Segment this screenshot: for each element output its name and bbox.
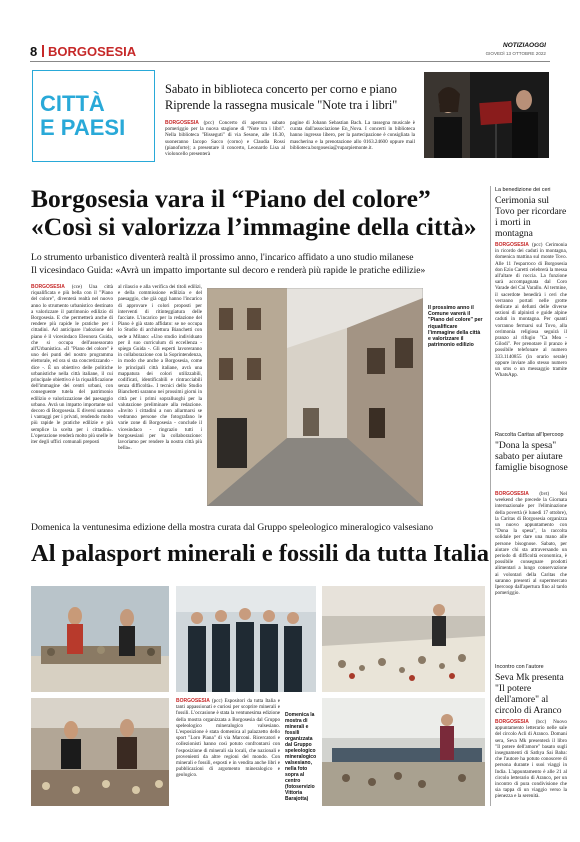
minerals-body: [176, 698, 280, 808]
side3-lead: BORGOSESIA: [495, 719, 529, 725]
section-box-line2: E PAESI: [40, 115, 126, 140]
concert-subtitle: Riprende la rassegna musicale "Note tra i libri": [165, 98, 398, 112]
header-rule: [30, 61, 550, 62]
minerals-photo-3: [322, 586, 485, 692]
side1-kicker: La benedizione dei ceri: [495, 187, 551, 193]
main-col2: [118, 284, 202, 509]
side3-kicker: Incontro con l'autore: [495, 664, 544, 670]
main-headline-2: «Così si valorizza l’immagine della città»: [31, 212, 477, 241]
side2-body: [495, 491, 567, 653]
main-text-1: (cce) Una città riqualificata e più bella con il "Piano del colore", diventerà realtà nel nuovo anno lo strumento urbanistico destinato a valorizzare il patrimonio edilizio di Borgosesia. E che permetterà anche di rendere più rapide le pratiche per i cittadini. Ad anticipare l'adozione del piano è il vicesindaco Eleonora Guida, che si occupa dell'assessorato all'Urbanistica. «Il "Piano del colore" è uno dei punti del nostro programma elettorale, ed ora si sta concretizzando - dice -. È un obiettivo delle politiche urbanistiche nella città italiane, il cui principale obiettivo è la riqualificazione dell'immagine dei centri urbani, con conseguente tutela del patrimonio edilizio e valorizzazione del paesaggio urbano. Avrà un impatto importante sul decoro di Borgosesia. E diversi saranno i vantaggi per i privati, rendendo molto più rapide le pratiche edilizie e più semplice la scelta per i cittadini». L'operazione renderà molto più snelle le iter degli uffici comunali preposti: [31, 284, 113, 446]
header-divider: [42, 45, 44, 57]
newspaper-logo: NOTIZIAOGGI: [503, 42, 546, 49]
side1-body: [495, 242, 567, 425]
side3-title: Seva Mk presenta "Il potere dell'amore" al circolo di Aranco: [495, 672, 564, 716]
issue-date: GIOVEDÌ 13 OTTOBRE 2022: [485, 51, 546, 56]
side3-body: [495, 719, 567, 811]
minerals-lead: BORGOSESIA: [176, 698, 210, 704]
main-subtitle-2: Il vicesindaco Guida: «Avrà un impatto importante sul decoro e renderà più rapide le pratiche edilizie»: [31, 265, 426, 276]
minerals-kicker: Domenica la ventunesima edizione della mostra curata dal Gruppo speleologico mineralogico valsesiano: [31, 522, 434, 533]
minerals-headline: Al palasport minerali e fossili da tutta Italia: [31, 540, 490, 567]
side3-text: (bcc) Nuovo appuntamento letterario nelle sale del circolo Acli di Aranco. Domani sera, Seva Mk presenterà il libro "Il potere dell'amore" basato sugli insegnamenti di Sathya Sai Baba: che l'autore ha potuto conoscere di persona durante i suoi viaggi in India. L'appuntamento è alle 21 al circolo letterario di Aranco, per un incontro di pura condivisione che sia tappa di un viaggio verso la pienezza e la serenità.: [495, 719, 567, 800]
main-col1: [31, 284, 113, 509]
concert-photo: [424, 72, 549, 158]
section-box-line1: CITTÀ: [40, 91, 105, 116]
concert-col2: [290, 120, 415, 151]
section-name: BORGOSESIA: [48, 44, 137, 59]
main-headline-1: Borgosesia vara il “Piano del colore”: [31, 184, 431, 213]
page-header: [30, 42, 550, 62]
minerals-photo-5: [322, 698, 485, 806]
side2-kicker: Raccolta Caritas all'Ipercoop: [495, 432, 564, 438]
concert-text-2: pagine di Johann Sebastian Bach. La rassegna musicale è curata dall'associazione En_Nova. I concerti in biblioteca hanno ingresso libero, per la partecipazione è consigliata la mascherina e la prenotazione allo 0163.24600 oppure mail biblioteca.borgosesia@ruparpiemonte.it.: [290, 120, 415, 151]
side2-text: (bvt) Nel weekend che precede la Giornata internazionale per l'eliminazione della povertà (è lunedì 17 ottobre), la Caritas di Borgosesia organizza un nuovo appuntamento con "Dona la spesa", la raccolta solidale per dare una mano alle persone bisognose. Sabato, per aiutare chi sta attraversando un periodo di difficoltà economica, è possibile consegnare prodotti alimentari a lungo conservazione ai volontari della Caritas che saranno presenti al supermercato Ipercoop dall'apertura fino al tardo pomeriggio.: [495, 491, 567, 597]
side2-lead: BORGOSESIA: [495, 491, 529, 497]
page-number: 8: [30, 44, 38, 59]
main-subtitle-1: Lo strumento urbanistico diventerà realtà il prossimo anno, l'incarico affidato a uno studio milanese: [31, 252, 414, 263]
main-photo-caption: Il prossimo anno il Comune varerà il "Piano del colore" per riqualificare l'immagine della città e valorizzare il patrimonio edilizio: [428, 305, 483, 349]
concert-lead: BORGOSESIA: [165, 120, 199, 126]
side-divider: [490, 186, 491, 806]
main-text-2: al rilascio e alla verifica dei titoli edilizi, e della commissione edilizia e del paesaggio, che già oggi hanno l'incarico di approvare i colori proposti per interventi di ritinteggiatura delle facciate. L'incarico per la redazione del Piano è già stato affidato: se ne occupa lo Studio di architettura Bianchetti con sede a Milano: «Uno studio individuato per il suo curriculum di eccellenza - spiega Guida -. Gli esperti lavoreranno in collaborazione con la Soprintendenza, in modo che anche a Borgosesia, come le principali città italiane, avrà una mappatura dei colori utilizzabili, codificati, identificabili e rintracciabili senza difficoltà». I tecnici dello Studio Bianchetti saranno nei prossimi giorni in città per i primi sopralluoghi per la valutazione preliminare alla redazione. «Invito i cittadini a non allarmarsi se vedranno persone che fotografano le varie zone di Borgosesia - conclude il vicesindaco - ringrazio tutti i borgosesiani per la collaborazione: lavoriamo per rendere la nostra città più bella».: [118, 284, 202, 452]
main-lead: BORGOSESIA: [31, 284, 65, 290]
side1-title: Cerimonia sul Tovo per ricordare i morti in montagna: [495, 195, 567, 239]
concert-text-1: (pcc) Concerto di apertura sabato pomeriggio per la nuova stagione di "Note tra i libri". Nella biblioteca "Bisseguti" di via Sesone, alle 16.30, suoneranno Iacopo Sacco (corno) e Claudia Rossi (pianoforte); a presentare il concerto, Leonardo Lisa al violoncello presenterà: [165, 120, 286, 158]
main-photo-street: [207, 288, 423, 506]
minerals-caption: Domenica la mostra di minerali e fossili organizzata dal Gruppo speleologico mineralogico valsesiano, nella foto sopra al centro (fotoservizio Vittoria Barajotta): [285, 712, 317, 802]
side1-lead: BORGOSESIA: [495, 242, 529, 248]
side2-title: "Dona la spesa" sabato per aiutare famiglie bisognose: [495, 440, 568, 473]
concert-col1: [165, 120, 285, 157]
minerals-photo-1: [31, 586, 169, 692]
concert-title: Sabato in biblioteca concerto per corno e piano: [165, 82, 397, 96]
minerals-photo-4: [31, 698, 169, 806]
side1-text: (pcc) Cerimonia in ricordo dei caduti in montagna, domenica mattina sul monte Tovo. Alle 11 l'esparroco di Borgosesia don Ezio Caretti celebrerà la messa all'altare di roccia. La funzione sarà accompagnata dal Coro Varade del Cai Varallo. Al termine, il sacerdote benedirà i ceri che verranno portati nelle grotte dedicate ai defunti delle diverse sezioni di alpinisti e guide alpine caduti in montagna. Per quanti vorranno fermarsi sul Tovo, alla cerimonia religiosa seguirà il pranzo al rifugio "Ca Mea - Gilodi". Per prenotare il pranzo è possibile telefonare al numero 333.1140855 (in orario serale) oppure inviare allo stesso numero un sms o un messaggio tramite WhatsApp.: [495, 242, 567, 379]
minerals-text: (pcc) Espositori da tutta Italia e tanti appassionati e curiosi per scoprire minerali e fossili. L'occasione è stata la ventunesima edizione della mostra organizzata a Borgosesia dal Gruppo speleologico mineralogico valsesiano. L'esposizione è stata domenica al palazzetto dello sport "Loro Piana" di via Marconi. Ricercatori e collezionisti hanno così potuto confrontarsi con l'esposizione di minerali sia locali, che nazionali e provenienti da altre regioni del mondo. Con minerali e fossili, esposti e in vendita anche libri e pubblicazioni di argomento mineralogico e geologico.: [176, 698, 280, 779]
minerals-photo-2: [176, 586, 316, 692]
